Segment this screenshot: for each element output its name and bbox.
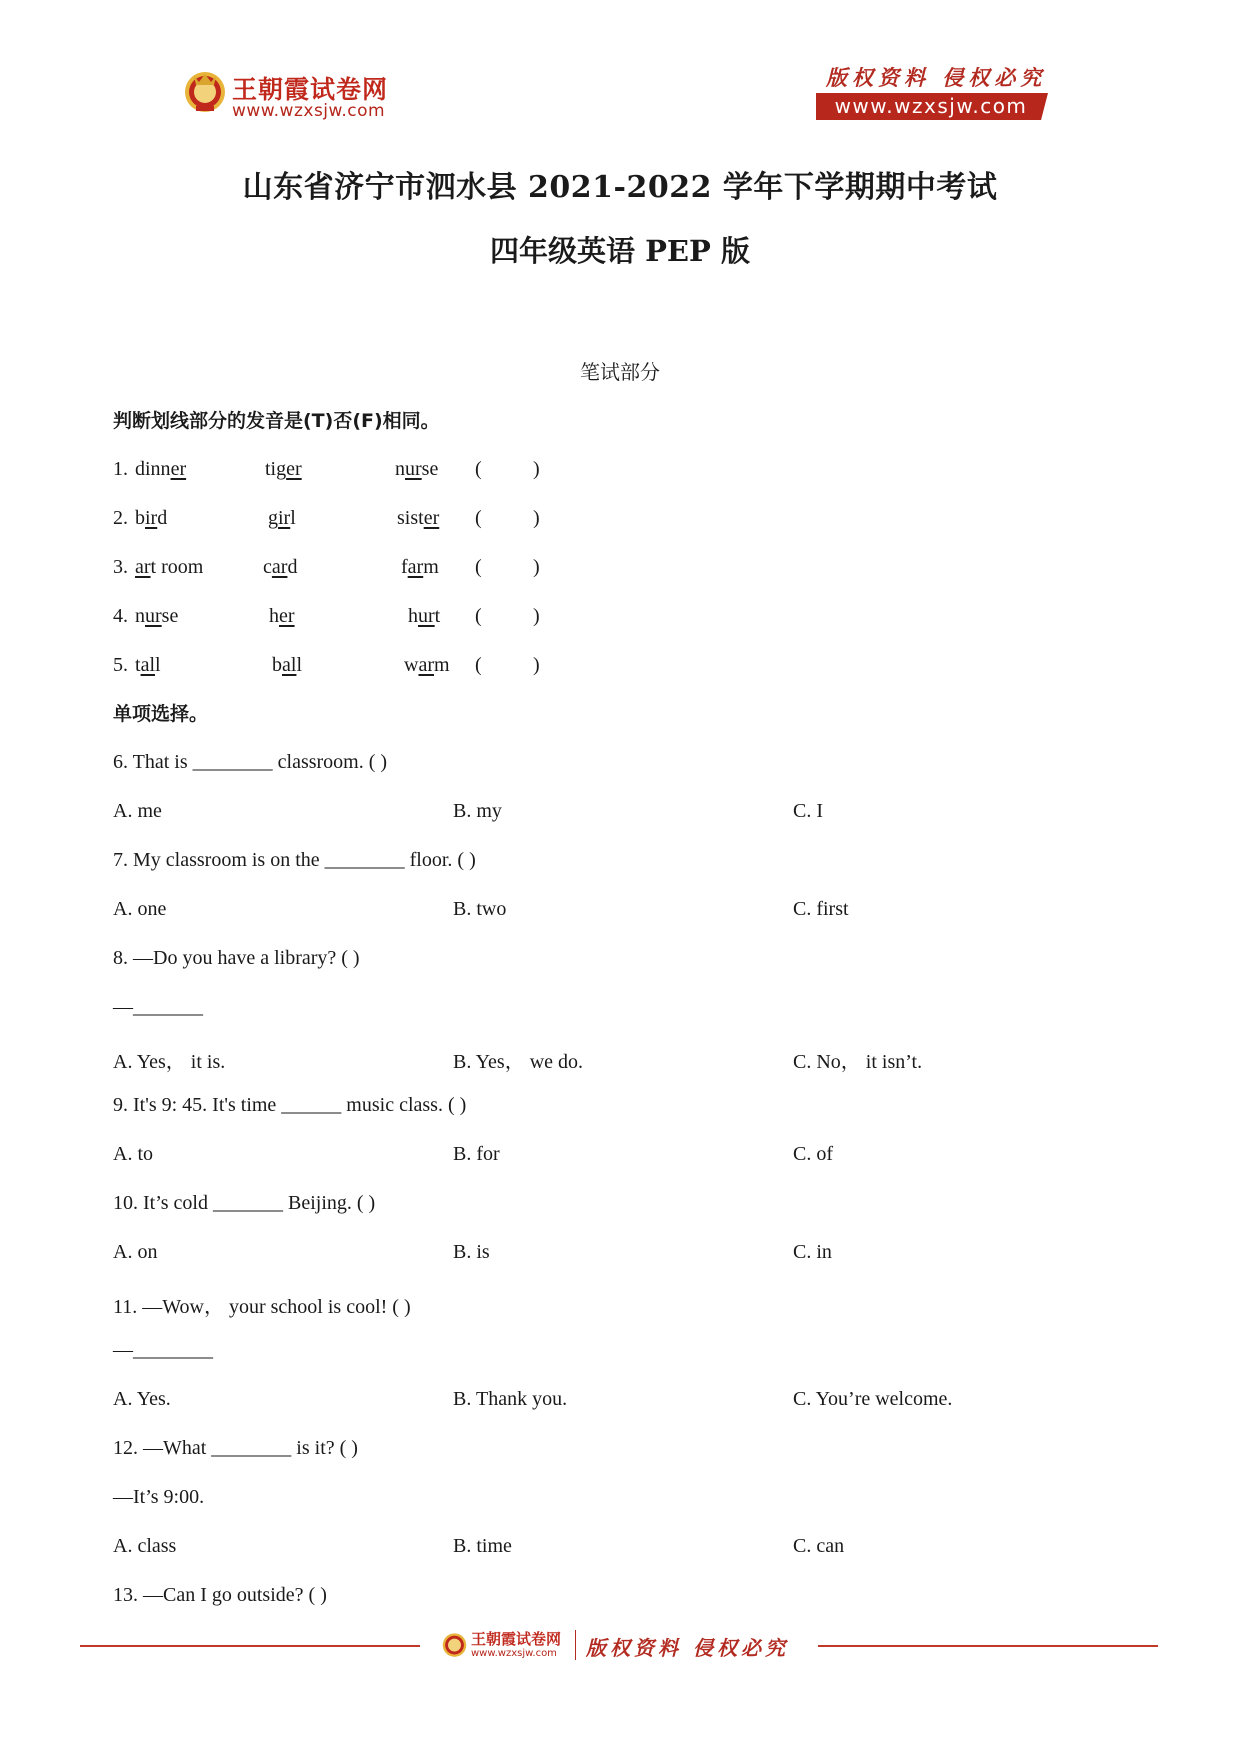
word-part: t: [434, 605, 441, 627]
question-stem: 8. —Do you have a library? ( ): [113, 947, 360, 969]
word-w1: [135, 605, 178, 628]
option-a[interactable]: A. on: [113, 1241, 158, 1263]
part1-instruction: 判断划线部分的发音是(T)否(F)相同。: [113, 410, 440, 432]
answer-blank-close: ): [533, 556, 540, 578]
option-a[interactable]: A. me: [113, 800, 162, 822]
option-a[interactable]: A. class: [113, 1535, 177, 1557]
footer-separator: [575, 1630, 576, 1660]
question-reply: —It’s 9:00.: [113, 1486, 205, 1508]
footer-brand-name: 王朝霞试卷网: [471, 1630, 562, 1648]
footer-rule-left: [80, 1645, 420, 1647]
word-part: b: [272, 654, 282, 676]
option-a[interactable]: A. Yes， it is.: [113, 1051, 226, 1073]
word-part: f: [401, 556, 408, 578]
word-part: n: [135, 605, 145, 627]
footer-rule-right: [818, 1645, 1158, 1647]
option-c[interactable]: C. You’re welcome.: [793, 1388, 953, 1410]
option-b[interactable]: B. for: [453, 1143, 500, 1165]
underlined-part: ar: [271, 556, 288, 578]
question-stem: 9. It's 9: 45. It's time ______ music class. ( ): [113, 1094, 467, 1116]
footer-brand-url[interactable]: www.wzxsjw.com: [471, 1648, 557, 1659]
underlined-part: al: [140, 654, 155, 676]
question-stem: 6. That is ________ classroom. ( ): [113, 751, 388, 773]
question-stem: 13. —Can I go outside? ( ): [113, 1584, 327, 1606]
item-number: 3.: [113, 556, 128, 578]
word-part: n: [395, 458, 405, 480]
word-part: g: [268, 507, 278, 529]
word-part: h: [269, 605, 279, 627]
answer-blank[interactable]: (: [475, 458, 482, 480]
option-b[interactable]: B. Thank you.: [453, 1388, 568, 1410]
copyright-notice: 版权资料 侵权必究: [826, 65, 1047, 90]
word-w1: [135, 507, 167, 530]
question-stem: 11. —Wow， your school is cool! ( ): [113, 1296, 411, 1318]
word-w1: [135, 556, 203, 579]
underlined-part: ar: [135, 556, 151, 578]
exam-subtitle: 四年级英语 PEP 版: [490, 234, 750, 268]
word-part: se: [421, 458, 439, 480]
word-part: t: [135, 654, 141, 676]
answer-blank[interactable]: (: [475, 654, 482, 676]
word-w1: [135, 458, 186, 481]
footer-copyright: 版权资料 侵权必究: [586, 1636, 789, 1660]
option-c[interactable]: C. of: [793, 1143, 833, 1165]
option-b[interactable]: B. time: [453, 1535, 512, 1557]
question-reply: —________: [113, 1339, 213, 1361]
option-b[interactable]: B. Yes， we do.: [453, 1051, 584, 1073]
word-part: d: [287, 556, 298, 578]
word-w2: [269, 605, 295, 628]
answer-blank-close: ): [533, 458, 540, 480]
question-reply: —_______: [113, 996, 203, 1018]
word-part: b: [135, 507, 145, 529]
word-part: dinn: [135, 458, 171, 480]
word-w3: [404, 654, 450, 677]
option-b[interactable]: B. is: [453, 1241, 490, 1263]
word-part: w: [404, 654, 419, 676]
answer-blank[interactable]: (: [475, 605, 482, 627]
question-stem: 10. It’s cold _______ Beijing. ( ): [113, 1192, 376, 1214]
footer-emblem-icon: [441, 1631, 468, 1658]
word-part: l: [155, 654, 161, 676]
underlined-part: er: [286, 458, 302, 480]
site-url-badge-text[interactable]: www.wzxsjw.com: [834, 94, 1028, 118]
underlined-part: ir: [278, 507, 291, 529]
underlined-part: ar: [418, 654, 434, 676]
word-part: tig: [265, 458, 287, 480]
answer-blank-close: ): [533, 605, 540, 627]
word-w2: [268, 507, 296, 530]
item-number: 4.: [113, 605, 128, 627]
word-w1: [135, 654, 161, 677]
option-b[interactable]: B. two: [453, 898, 507, 920]
option-c[interactable]: C. No， it isn’t.: [793, 1051, 923, 1073]
option-a[interactable]: A. to: [113, 1143, 153, 1165]
word-w2: [265, 458, 302, 481]
part2-instruction: 单项选择。: [113, 703, 209, 725]
brand-emblem-icon: [182, 68, 228, 114]
underlined-part: er: [170, 458, 187, 480]
option-a[interactable]: A. Yes.: [113, 1388, 171, 1410]
item-number: 1.: [113, 458, 128, 480]
question-stem: 7. My classroom is on the ________ floor. ( ): [113, 849, 476, 871]
word-w2: [272, 654, 302, 677]
option-b[interactable]: B. my: [453, 800, 502, 822]
word-part: d: [157, 507, 168, 529]
answer-blank-close: ): [533, 654, 540, 676]
word-part: se: [161, 605, 179, 627]
question-stem: 12. —What ________ is it? ( ): [113, 1437, 358, 1459]
underlined-part: ur: [405, 458, 422, 480]
underlined-part: ur: [145, 605, 162, 627]
item-number: 2.: [113, 507, 128, 529]
answer-blank[interactable]: (: [475, 507, 482, 529]
word-part: m: [423, 556, 439, 578]
underlined-part: ur: [418, 605, 435, 627]
underlined-part: ir: [145, 507, 158, 529]
answer-blank-close: ): [533, 507, 540, 529]
option-c[interactable]: C. can: [793, 1535, 845, 1557]
section-title: 笔试部分: [580, 360, 660, 384]
underlined-part: ar: [407, 556, 424, 578]
word-w3: [401, 556, 439, 579]
option-a[interactable]: A. one: [113, 898, 167, 920]
answer-blank[interactable]: (: [475, 556, 482, 578]
option-c[interactable]: C. in: [793, 1241, 832, 1263]
word-w2: [263, 556, 297, 579]
word-w3: [408, 605, 440, 628]
word-part: sist: [397, 507, 424, 529]
brand-name: 王朝霞试卷网: [232, 75, 389, 104]
underlined-part: al: [282, 654, 297, 676]
underlined-part: er: [423, 507, 440, 529]
underlined-part: er: [279, 605, 295, 627]
exam-title: 山东省济宁市泗水县 2021-2022 学年下学期期中考试: [242, 170, 998, 205]
word-part: h: [408, 605, 418, 627]
word-part: m: [434, 654, 450, 676]
word-part: l: [296, 654, 302, 676]
option-c[interactable]: C. first: [793, 898, 849, 920]
word-w3: [395, 458, 438, 481]
brand-url[interactable]: www.wzxsjw.com: [232, 101, 386, 121]
item-number: 5.: [113, 654, 128, 676]
option-c[interactable]: C. I: [793, 800, 823, 822]
word-part: l: [290, 507, 296, 529]
word-w3: [397, 507, 439, 530]
word-part: t room: [150, 556, 204, 578]
word-part: c: [263, 556, 272, 578]
